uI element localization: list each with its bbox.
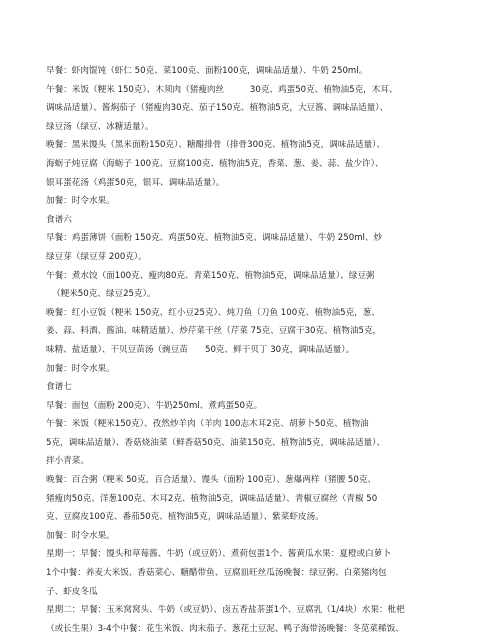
- text-line: 加餐：时令水果。: [46, 530, 115, 541]
- text-line: 午餐：米饭（粳米 150克）、木须肉（猪瘦肉丝 30克、鸡蛋50克、植物油5克，木耳、: [46, 84, 398, 95]
- text-line: 早餐：虾肉馄饨（虾仁 50克、菜100克、面粉100克，调味品适量）、牛奶 250ml。: [46, 66, 368, 76]
- text-line: 午餐：煮水饺（面100克、瘦肉80克、青菜150克、植物油5克，调味品适量）、绿豆粥: [46, 270, 375, 281]
- text-line: 银耳蛋花汤（鸡蛋50克，银耳、调味品适量）。: [46, 177, 225, 188]
- text-line: 午餐：米饭（粳米150克）、孜然炒羊肉（羊肉 100志木耳2克、胡萝卜50克、植物油: [46, 419, 369, 430]
- text-line: （或长生果）3-4个中餐：花生米饭、肉末茄子、葱花土豆泥、鸭子海带汤晚餐：冬苋菜稀饭、: [46, 623, 404, 634]
- text-line: 猪瘦肉50克、洋葱100克、木耳2克、植物油5克，调味品适量）、青椒豆腐丝（青椒 50: [46, 493, 378, 504]
- section-heading: 食谱七: [46, 382, 72, 393]
- text-line: 5克，调味品适量）、香菇烧油菜（鲜香菇50克、油菜150克、植物油5克，调味品适量）、: [46, 437, 386, 448]
- text-line: 子、虾皮冬瓜: [46, 586, 98, 597]
- document-body: [46, 62, 466, 638]
- text-line: 晚餐：黑米馒头（黑米面粉150克）、糖醋排骨（排骨300克、植物油5克，调味品适量）、: [46, 140, 386, 151]
- text-line: 海蛎子炖豆腐（海蛎子 100克、豆腐100克、植物油5克，香菜、葱、姜、蒜、盐少许）、: [46, 158, 384, 169]
- text-line: 调味品适量）、酱焖茄子（猪瘦肉30克、茄子150克、植物油5克，大豆酱、调味品适量）、: [46, 103, 389, 114]
- text-line: 绿豆芽（绿豆芽 200克）。: [46, 251, 147, 262]
- text-line: 绿豆汤（绿豆、冰糖适量）。: [46, 121, 154, 132]
- text-line: 晚餐：百合粥（粳米 50克，百合适量）、馒头（面粉 100克）、葱爆两样（猪腰 50克、: [46, 475, 377, 486]
- text-line: 拌小青菜。: [46, 456, 89, 467]
- text-line: 克、豆腐皮100克、番茄50克、植物油5克，调味品适量）、紫菜虾皮汤。: [46, 512, 324, 523]
- text-line: 加餐：时令水果。: [46, 196, 115, 207]
- text-line: 1个中餐：养麦大米饭、香菇菜心、糖醋带鱼、豆腐皿旺丝瓜汤晚餐：绿豆粥、白菜猪肉包: [46, 568, 387, 579]
- text-line: 早餐：面包（面粉 200克）、牛奶250ml、煮鸡蛋50克。: [46, 400, 263, 411]
- text-line: 早餐：鸡蛋薄饼（面粉 150克、鸡蛋50克、植物油5克、调味品适量）、牛奶 250ml、炒: [46, 233, 383, 244]
- text-line: 星期二：早餐：玉米窝窝头、牛奶（或豆奶）、卤五香盐茶蛋1个、豆腐乳（1/4块）水果：枇杷: [46, 605, 405, 616]
- text-line: 味精、盐适量）、干贝豆苗汤（豌豆苗 50克、鲜干贝丁 30克，调味品适量）。: [46, 344, 355, 355]
- text-line: 加餐：时令水果。: [46, 363, 115, 374]
- section-heading: 食谱六: [46, 214, 72, 225]
- text-line: （粳米50克、绿豆25克）。: [52, 289, 156, 300]
- text-line: 晚餐：红小豆饭（粳米 150克、红小豆25克）、炖刀鱼（刀鱼 100克、植物油5克，葱、: [46, 307, 380, 318]
- text-line: 姜、蒜、料酒、酱油、味精适量）、炒芹菜干丝（芹菜 75克、豆腐干30克、植物油5克，: [46, 326, 382, 337]
- text-line: 星期一：早餐：馒头和草莓酱、牛奶（或豆奶）、煮荷包蛋1个、酱黄瓜水果：夏橙或白萝卜: [46, 549, 391, 560]
